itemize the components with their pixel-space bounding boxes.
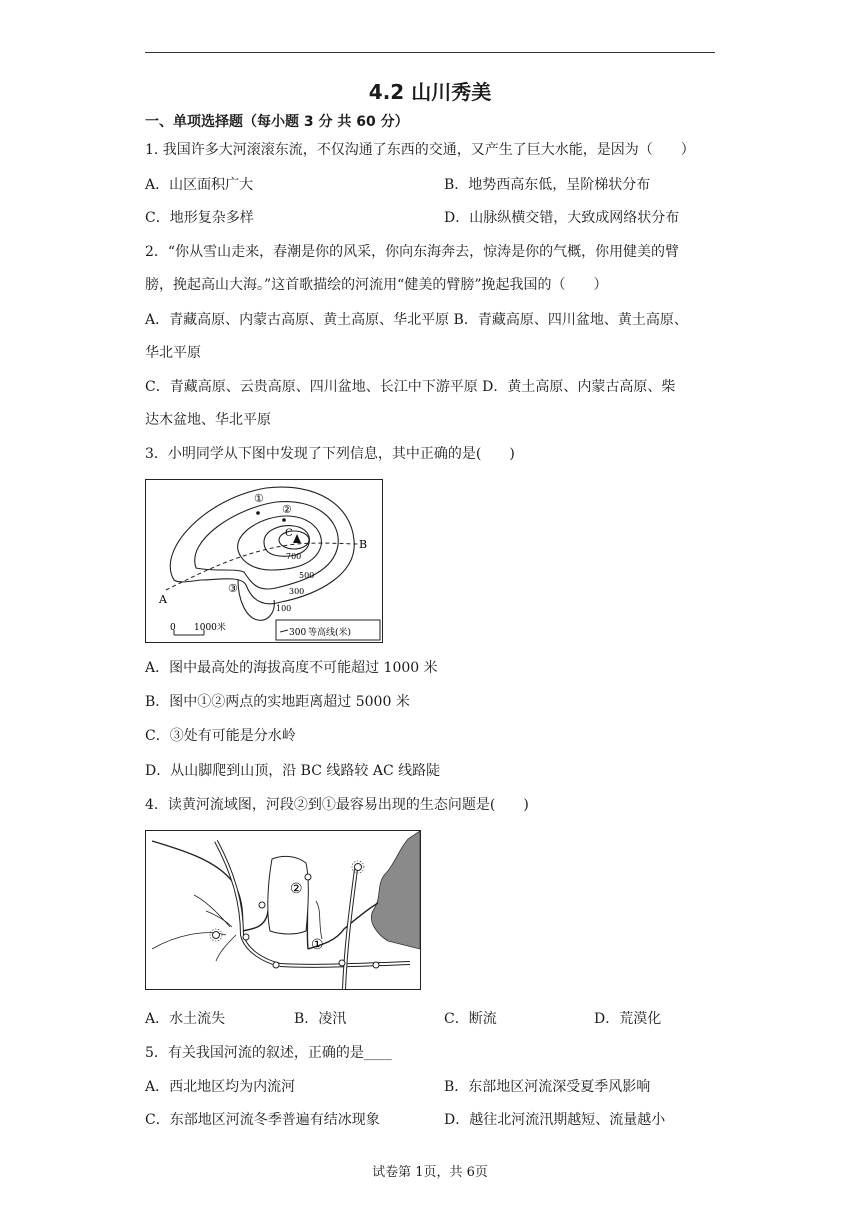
map-label-1: ① (254, 492, 264, 505)
map-label-b: B (359, 538, 368, 551)
yellow-river-map-figure (145, 830, 421, 990)
contour-label-500: 500 (299, 571, 315, 580)
q3-option-a: A．图中最高处的海拔高度不可能超过 1000 米 (145, 660, 438, 676)
yellow-river-map (146, 831, 420, 989)
map-label-2: ② (282, 503, 292, 516)
page-footer: 试卷第 1页，共 6页 (372, 1165, 488, 1180)
q3-option-c: C．③处有可能是分水岭 (145, 728, 296, 744)
page-title: 4.2 山川秀美 (368, 80, 492, 104)
contour-map (146, 480, 382, 642)
contour-map-figure (145, 479, 383, 643)
q2-stem-line1: 2．“你从雪山走来，春潮是你的风采，你向东海奔去，惊涛是你的气概，你用健美的臂 (145, 244, 680, 260)
q2-options-cd-line2: 达木盆地、华北平原 (145, 412, 271, 428)
q1-stem: 1. 我国许多大河滚滚东流，不仅沟通了东西的交通，又产生了巨大水能，是因为（ ） (145, 142, 695, 158)
map-label-3: ③ (228, 582, 238, 595)
q3-option-d: D．从山脚爬到山顶，沿 BC 线路较 AC 线路陡 (145, 763, 441, 779)
contour-label-300: 300 (289, 587, 305, 596)
scale-length: 1000米 (194, 623, 226, 633)
q2-options-cd-line1: C．青藏高原、云贵高原、四川盆地、长江中下游平原 D．黄土高原、内蒙古高原、柴 (145, 379, 676, 395)
q3-option-b: B．图中①②两点的实地距离超过 5000 米 (145, 694, 410, 710)
q4-option-b: B．凌汛 (294, 1011, 347, 1027)
contour-label-700: 700 (286, 552, 302, 561)
q4-option-c: C．断流 (444, 1011, 497, 1027)
q1-option-d: D．山脉纵横交错，大致成网络状分布 (444, 210, 680, 226)
header-rule (145, 52, 715, 53)
map-label-a: A (159, 593, 167, 606)
section-heading: 一、单项选择题（每小题 3 分 共 60 分） (145, 114, 409, 130)
q5-option-d: D．越往北河流汛期越短、流量越小 (444, 1112, 666, 1128)
contour-label-100: 100 (276, 604, 292, 613)
q1-option-c: C．地形复杂多样 (145, 210, 254, 226)
map-label-c: C (285, 528, 293, 539)
q4-option-d: D．荒漠化 (594, 1011, 662, 1027)
legend-text: 等高线(米) (308, 628, 352, 638)
q3-stem: 3．小明同学从下图中发现了下列信息，其中正确的是( ) (145, 446, 515, 462)
q1-option-b: B．地势西高东低，呈阶梯状分布 (444, 177, 651, 193)
q2-stem-line2: 膀，挽起高山大海。”这首歌描绘的河流用“健美的臂膀”挽起我国的（ ） (145, 277, 608, 293)
q5-option-a: A．西北地区均为内流河 (145, 1079, 296, 1095)
river-segment-2: ② (290, 881, 303, 897)
q2-options-ab-line1: A．青藏高原、内蒙古高原、黄土高原、华北平原 B．青藏高原、四川盆地、黄土高原、 (145, 312, 688, 328)
q5-option-b: B．东部地区河流深受夏季风影响 (444, 1079, 651, 1095)
scale-zero: 0 (170, 623, 176, 633)
legend-value: 300 (289, 628, 307, 638)
q4-option-a: A．水土流失 (145, 1011, 226, 1027)
q2-options-ab-line2: 华北平原 (145, 345, 201, 361)
river-segment-1: ① (311, 937, 324, 953)
q5-stem: 5．有关我国河流的叙述，正确的是____ (145, 1045, 392, 1061)
q1-option-a: A．山区面积广大 (145, 177, 254, 193)
q4-stem: 4．读黄河流域图，河段②到①最容易出现的生态问题是( ) (145, 797, 529, 813)
q5-option-c: C．东部地区河流冬季普遍有结冰现象 (145, 1112, 380, 1128)
